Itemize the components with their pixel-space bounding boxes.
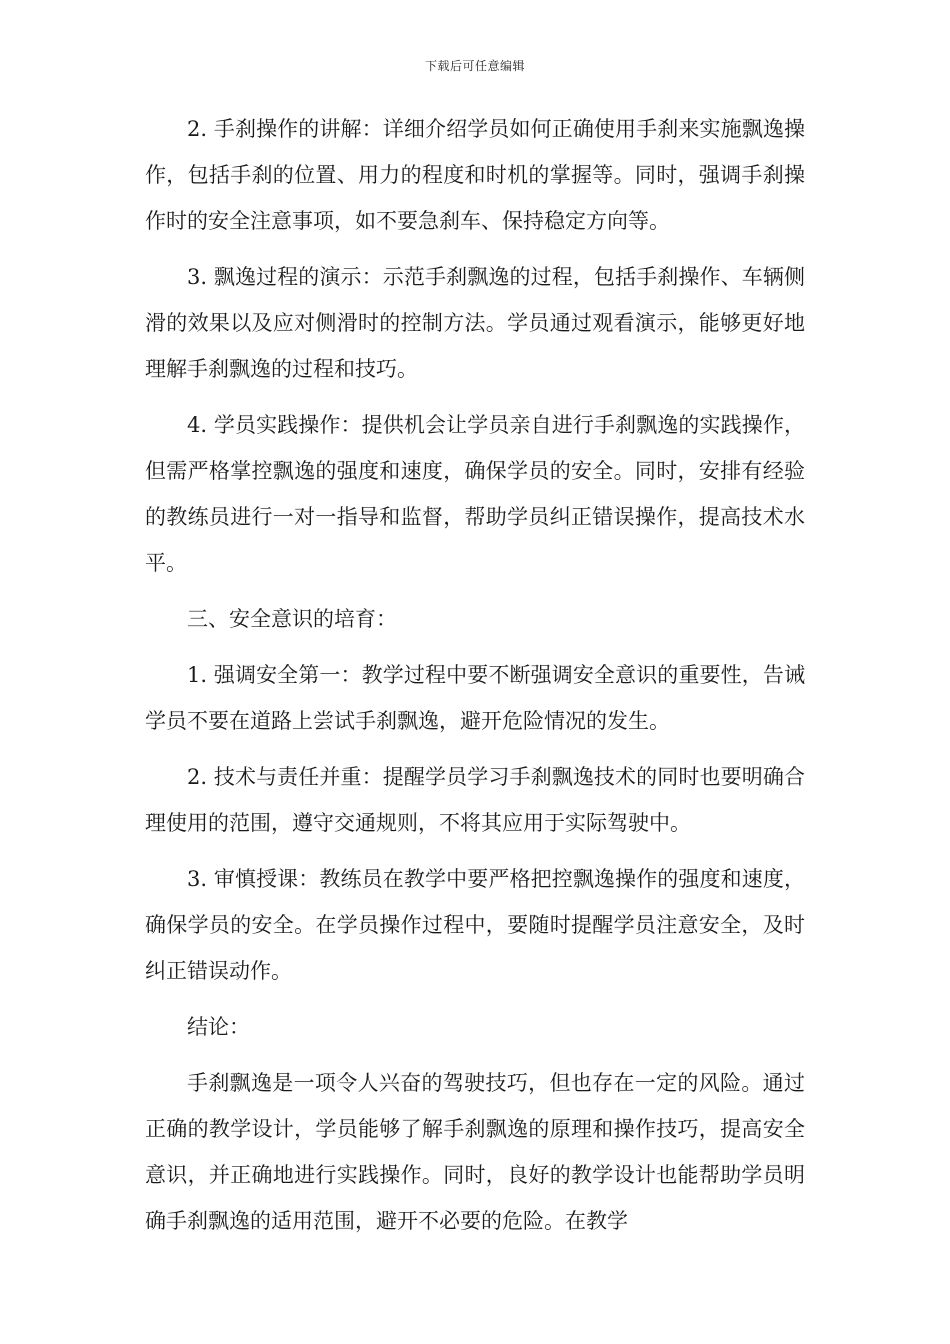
paragraph-handbrake-operation: 2. 手刹操作的讲解：详细介绍学员如何正确使用手刹来实施飘逸操作，包括手刹的位置、用力的程度和时机的掌握等。同时，强调手刹操作时的安全注意事项，如不要急刹车、保持稳定方向等。: [145, 117, 805, 233]
paragraph-careful-teaching: 3. 审慎授课：教练员在教学中要严格把控飘逸操作的强度和速度，确保学员的安全。在学员操作过程中，要随时提醒学员注意安全，及时纠正错误动作。: [145, 867, 805, 983]
section-heading-conclusion: 结论：: [187, 1015, 250, 1039]
page-header: 下载后可任意编辑: [424, 59, 525, 73]
paragraph-drift-demo: 3. 飘逸过程的演示：示范手刹飘逸的过程，包括手刹操作、车辆侧滑的效果以及应对侧滑时的控制方法。学员通过观看演示，能够更好地理解手刹飘逸的过程和技巧。: [145, 265, 805, 381]
paragraph-skill-responsibility: 2. 技术与责任并重：提醒学员学习手刹飘逸技术的同时也要明确合理使用的范围，遵守交通规则，不将其应用于实际驾驶中。: [145, 765, 805, 835]
paragraph-safety-first: 1. 强调安全第一：教学过程中要不断强调安全意识的重要性，告诫学员不要在道路上尝试手刹飘逸，避开危险情况的发生。: [145, 663, 805, 733]
paragraph-student-practice: 4. 学员实践操作：提供机会让学员亲自进行手刹飘逸的实践操作，但需严格掌控飘逸的强度和速度，确保学员的安全。同时，安排有经验的教练员进行一对一指导和监督，帮助学员纠正错误操作，提高技术水平。: [145, 413, 805, 575]
paragraph-conclusion: 手刹飘逸是一项令人兴奋的驾驶技巧，但也存在一定的风险。通过正确的教学设计，学员能够了解手刹飘逸的原理和操作技巧，提高安全意识，并正确地进行实践操作。同时，良好的教学设计也能帮助学员明确手刹飘逸的适用范围，避开不必要的危险。在教学: [145, 1071, 805, 1233]
document-body: [145, 106, 805, 1254]
section-heading-safety: 三、安全意识的培育：: [187, 607, 397, 631]
